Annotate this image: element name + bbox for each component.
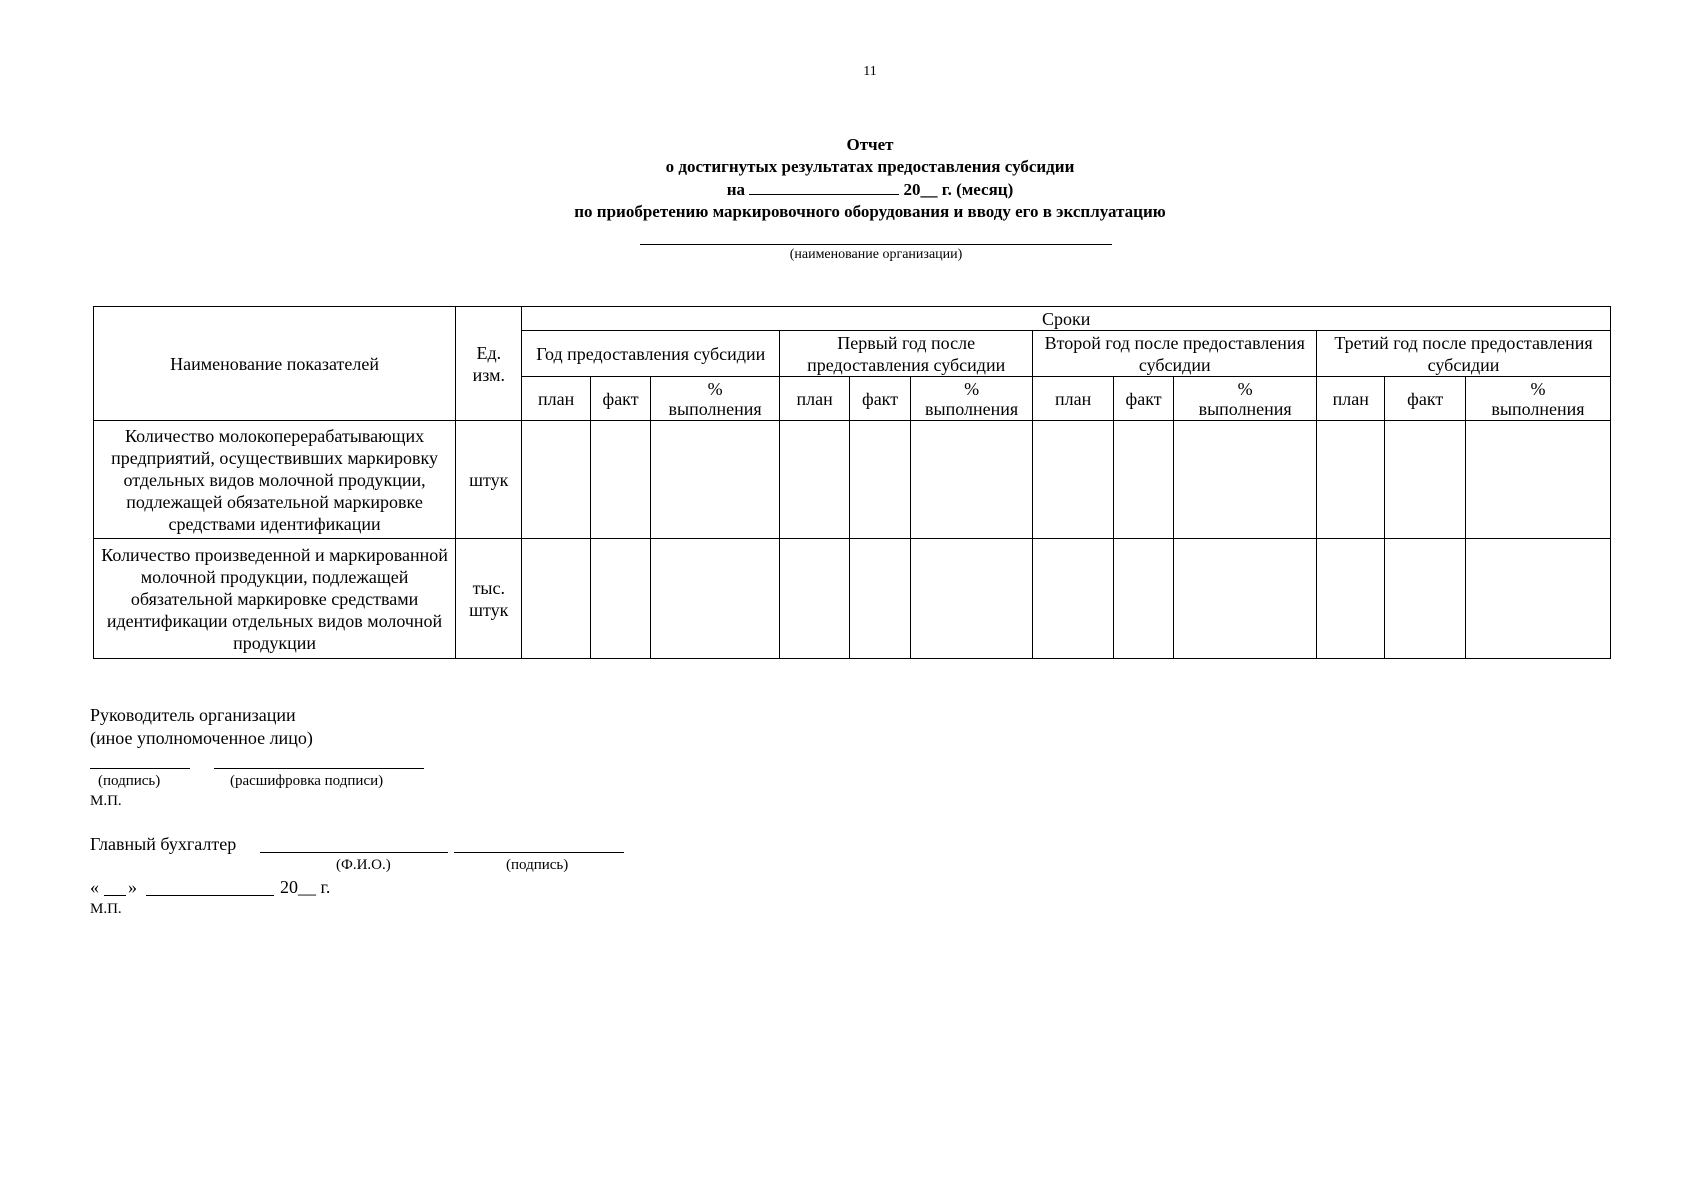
header-period-3: Третий год после предоставления субсидии (1317, 331, 1611, 377)
header-percent: % выполнения (1174, 377, 1317, 421)
date-year: 20__ г. (280, 877, 331, 897)
signature-decoding-caption: (расшифровка подписи) (230, 773, 384, 789)
chief-accountant-label: Главный бухгалтер (90, 834, 237, 854)
authorized-person-label: (иное уполномоченное лицо) (90, 728, 313, 748)
header-fact: факт (1113, 377, 1173, 421)
report-table (93, 306, 1611, 659)
cell-plan-input[interactable] (1033, 421, 1113, 539)
accountant-signature-line[interactable] (454, 852, 624, 853)
fio-caption: (Ф.И.О.) (336, 857, 391, 873)
cell-percent-input[interactable] (910, 539, 1033, 659)
table-row (94, 539, 1611, 659)
organization-name-line (640, 244, 1112, 245)
row-indicator-name: Количество молокоперерабатывающих предприятий, осуществивших маркировку отдельных видов молочной продукции, подлежащей обязательной маркировке средствами идентификации (94, 421, 456, 539)
date-open-quote: « (90, 877, 99, 897)
cell-percent-input[interactable] (1465, 421, 1610, 539)
cell-percent-input[interactable] (1174, 421, 1317, 539)
header-terms: Сроки (522, 307, 1611, 331)
header-period-0: Год предоставления субсидии (522, 331, 779, 377)
cell-plan-input[interactable] (1033, 539, 1113, 659)
header-percent: % выполнения (651, 377, 780, 421)
title-line-4: по приобретению маркировочного оборудования и вводу его в эксплуатацию (574, 202, 1166, 221)
cell-plan-input[interactable] (522, 421, 590, 539)
fio-line[interactable] (260, 852, 448, 853)
header-period-1: Первый год после предоставления субсидии (779, 331, 1032, 377)
cell-fact-input[interactable] (1113, 539, 1173, 659)
header-fact: факт (590, 377, 650, 421)
cell-plan-input[interactable] (779, 539, 849, 659)
header-unit: Ед. изм. (456, 307, 522, 421)
date-close-quote: » (128, 877, 137, 897)
cell-plan-input[interactable] (779, 421, 849, 539)
signature-caption: (подпись) (98, 773, 161, 789)
cell-fact-input[interactable] (850, 539, 910, 659)
title-line-2: о достигнутых результатах предоставления субсидии (665, 157, 1075, 176)
date-month-blank (749, 178, 899, 195)
signature-line[interactable] (90, 768, 190, 769)
row-unit: штук (456, 421, 522, 539)
cell-fact-input[interactable] (590, 421, 650, 539)
table-row (94, 421, 1611, 539)
cell-percent-input[interactable] (651, 539, 780, 659)
row-unit: тыс. штук (456, 539, 522, 659)
cell-percent-input[interactable] (1465, 539, 1610, 659)
header-plan: план (1033, 377, 1113, 421)
header-indicator-name: Наименование показателей (94, 307, 456, 421)
cell-percent-input[interactable] (910, 421, 1033, 539)
cell-fact-input[interactable] (1385, 421, 1465, 539)
date-day-blank[interactable] (104, 895, 126, 896)
title-line-1: Отчет (846, 135, 894, 154)
page-number: 11 (863, 64, 877, 79)
header-percent: % выполнения (1465, 377, 1610, 421)
row-indicator-name: Количество произведенной и маркированной молочной продукции, подлежащей обязательной маркировке средствами идентификации отдельных видов молочной продукции (94, 539, 456, 659)
header-period-2: Второй год после предоставления субсидии (1033, 331, 1317, 377)
header-fact: факт (850, 377, 910, 421)
cell-percent-input[interactable] (1174, 539, 1317, 659)
title-date-prefix: на (726, 180, 746, 199)
cell-fact-input[interactable] (1385, 539, 1465, 659)
cell-plan-input[interactable] (1317, 539, 1385, 659)
stamp-label: М.П. (90, 793, 122, 809)
title-line-3 (370, 178, 1370, 201)
report-title (370, 134, 1370, 223)
cell-percent-input[interactable] (651, 421, 780, 539)
stamp-label: М.П. (90, 901, 122, 917)
header-percent: % выполнения (910, 377, 1033, 421)
header-plan: план (1317, 377, 1385, 421)
cell-plan-input[interactable] (1317, 421, 1385, 539)
cell-fact-input[interactable] (1113, 421, 1173, 539)
cell-fact-input[interactable] (590, 539, 650, 659)
date-month-line[interactable] (146, 895, 274, 896)
head-of-organization-label: Руководитель организации (90, 705, 296, 725)
cell-fact-input[interactable] (850, 421, 910, 539)
cell-plan-input[interactable] (522, 539, 590, 659)
header-plan: план (779, 377, 849, 421)
header-plan: план (522, 377, 590, 421)
organization-caption: (наименование организации) (789, 247, 963, 262)
signature-decoding-line[interactable] (214, 768, 424, 769)
header-fact: факт (1385, 377, 1465, 421)
title-date-year: 20__ г. (месяц) (903, 180, 1014, 199)
accountant-signature-caption: (подпись) (506, 857, 569, 873)
